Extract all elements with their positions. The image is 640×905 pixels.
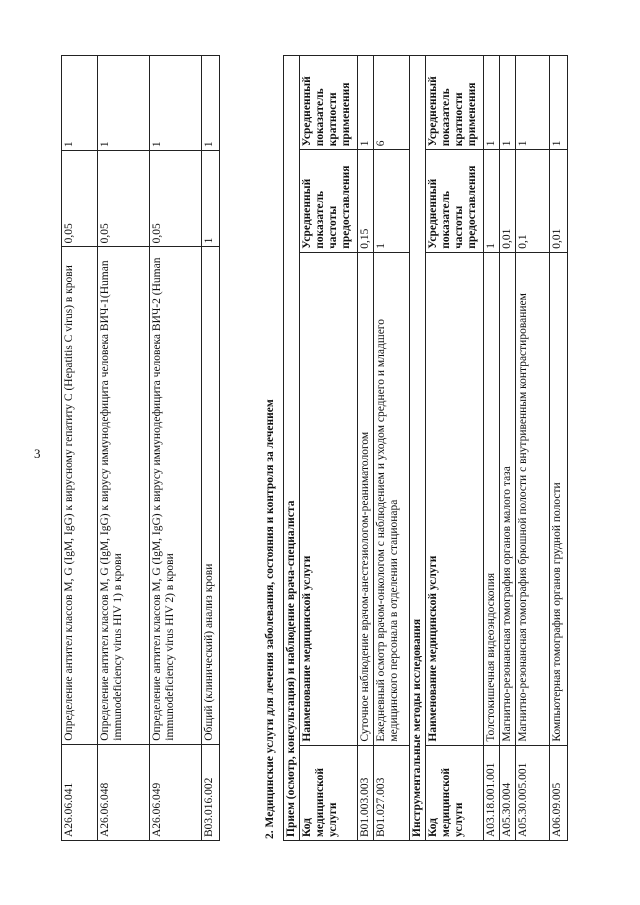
table-row: [62, 56, 98, 841]
header-code: Код медицинской услуги: [300, 745, 358, 840]
header-row: [300, 56, 358, 841]
multiplicity-cell: 6: [374, 56, 410, 150]
header-row: [426, 56, 484, 841]
frequency-cell: 0,15: [358, 150, 374, 253]
treatment-services-table: [283, 55, 568, 841]
table-row: [374, 56, 410, 841]
table-row: [358, 56, 374, 841]
multiplicity-cell: 1: [484, 56, 500, 150]
frequency-cell: 0,01: [500, 150, 516, 253]
frequency-cell: 1: [202, 151, 220, 247]
service-name-cell: Определение антител классов M, G (IgM, IgG) к вирусу иммунодефицита человека ВИЧ-1(Human immunodeficiency virus HIV 1) в крови: [98, 247, 150, 744]
service-name-cell: Магнитно-резонансная томография брюшной полости с внутривенным контрастированием: [516, 252, 550, 745]
service-code-cell: B01.003.003: [358, 745, 374, 840]
service-name-cell: Ежедневный осмотр врачом-онкологом с наблюдением и уходом среднего и младшего медицинского персонала в отделении стационара: [374, 252, 410, 745]
header-frequency: Усредненный показатель частоты предоставления: [426, 150, 484, 253]
subsection-row: [284, 56, 300, 841]
multiplicity-cell: 1: [500, 56, 516, 150]
page-number: 3: [34, 446, 41, 461]
service-code-cell: A05.30.005.001: [516, 745, 550, 840]
table-row: [516, 56, 550, 841]
multiplicity-cell: 1: [202, 56, 220, 151]
frequency-cell: 0,05: [62, 151, 98, 247]
table-row: [202, 56, 220, 841]
service-code-cell: A26.06.048: [98, 744, 150, 840]
header-multiplicity: Усредненный показатель кратности применения: [426, 56, 484, 150]
sheet-canvas: [61, 55, 616, 841]
frequency-cell: 0,05: [98, 151, 150, 247]
service-code-cell: A26.06.041: [62, 744, 98, 840]
section-2-title: 2. Медицинские услуги для лечения заболевания, состояния и контроля за лечением: [264, 399, 276, 839]
service-code-cell: A26.06.049: [150, 744, 202, 840]
subsection-row: [410, 56, 426, 841]
header-code: Код медицинской услуги: [426, 745, 484, 840]
service-code-cell: A05.30.004: [500, 745, 516, 840]
service-name-cell: Компьютерная томография органов грудной полости: [550, 252, 568, 745]
service-code-cell: A06.09.005: [550, 745, 568, 840]
frequency-cell: 1: [484, 150, 500, 253]
table-row: [484, 56, 500, 841]
table-row: [98, 56, 150, 841]
service-name-cell: Общий (клинический) анализ крови: [202, 247, 220, 744]
frequency-cell: 0,05: [150, 151, 202, 247]
service-name-cell: Толстокишечная видеоэндоскопия: [484, 252, 500, 745]
service-code-cell: B01.027.003: [374, 745, 410, 840]
multiplicity-cell: 1: [98, 56, 150, 151]
multiplicity-cell: 1: [516, 56, 550, 150]
table-row: [550, 56, 568, 841]
service-code-cell: B03.016.002: [202, 744, 220, 840]
service-code-cell: A03.18.001.001: [484, 745, 500, 840]
rotated-sheet: [61, 55, 616, 841]
subsection-consultation: Прием (осмотр, консультация) и наблюдение врача-специалиста: [284, 56, 300, 841]
frequency-cell: 0,01: [550, 150, 568, 253]
frequency-cell: 0,1: [516, 150, 550, 253]
multiplicity-cell: 1: [62, 56, 98, 151]
frequency-cell: 1: [374, 150, 410, 253]
lab-tests-table: [61, 55, 220, 841]
service-name-cell: Суточное наблюдение врачом-анестезиологом-реаниматологом: [358, 252, 374, 745]
table-row: [500, 56, 516, 841]
service-name-cell: Определение антител классов M, G (IgM, IgG) к вирусному гепатиту C (Hepatitis C virus) в крови: [62, 247, 98, 744]
multiplicity-cell: 1: [550, 56, 568, 150]
service-name-cell: Определение антител классов M, G (IgM, IgG) к вирусу иммунодефицита человека ВИЧ-2 (Human immunodeficiency virus HIV 2) в крови: [150, 247, 202, 744]
header-frequency: Усредненный показатель частоты предоставления: [300, 150, 358, 253]
header-name: Наименование медицинской услуги: [426, 252, 484, 745]
service-name-cell: Магнитно-резонансная томография органов малого таза: [500, 252, 516, 745]
table-row: [150, 56, 202, 841]
multiplicity-cell: 1: [150, 56, 202, 151]
multiplicity-cell: 1: [358, 56, 374, 150]
header-multiplicity: Усредненный показатель кратности применения: [300, 56, 358, 150]
header-name: Наименование медицинской услуги: [300, 252, 358, 745]
subsection-instrumental: Инструментальные методы исследования: [410, 56, 426, 841]
